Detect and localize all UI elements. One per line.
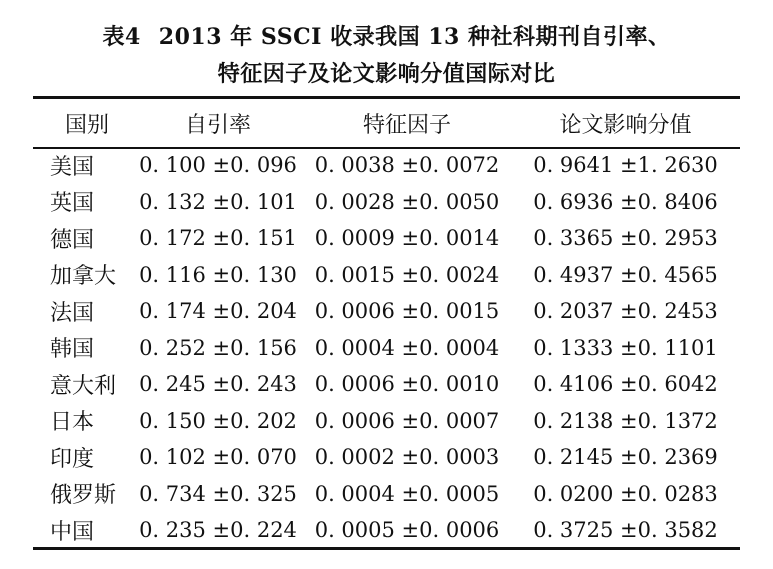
header-country: 国别 (65, 113, 110, 138)
table-body (33, 147, 740, 549)
row-article-influence-cell: 0. 1333 ±0. 1101 (533, 335, 718, 360)
row-eigenfactor-cell: 0. 0009 ±0. 0014 (314, 226, 500, 251)
table-header-row (33, 100, 740, 147)
table-row (33, 293, 740, 330)
row-self-citation-cell: 0. 150 ±0. 202 (139, 408, 297, 433)
row-self-citation-cell: 0. 174 ±0. 204 (139, 299, 297, 324)
row-eigenfactor-cell: 0. 0004 ±0. 0005 (314, 481, 500, 506)
row-eigenfactor-cell: 0. 0006 ±0. 0007 (314, 408, 500, 433)
row-article-influence-cell: 0. 2037 ±0. 2453 (533, 299, 718, 324)
table-top-rule (33, 96, 740, 99)
row-article-influence-cell: 0. 4937 ±0. 4565 (533, 262, 718, 287)
header-article-influence: 论文影响分值 (559, 113, 692, 138)
row-eigenfactor-cell: 0. 0038 ±0. 0072 (314, 153, 500, 178)
table-row (33, 184, 740, 221)
row-country-cell: 德国 (50, 227, 95, 253)
table-row (33, 257, 740, 294)
row-country-cell: 美国 (50, 154, 95, 180)
row-eigenfactor-cell: 0. 0006 ±0. 0015 (314, 299, 500, 324)
row-article-influence-cell: 0. 6936 ±0. 8406 (533, 189, 718, 214)
table-number-label: 表4 (102, 24, 141, 50)
row-article-influence-cell: 0. 9641 ±1. 2630 (533, 153, 718, 178)
row-self-citation-cell: 0. 734 ±0. 325 (139, 481, 297, 506)
row-country-cell: 韩国 (50, 337, 95, 363)
row-country-cell: 中国 (50, 519, 95, 545)
row-self-citation-cell: 0. 116 ±0. 130 (139, 262, 297, 287)
row-article-influence-cell: 0. 2138 ±0. 1372 (533, 408, 718, 433)
row-eigenfactor-cell: 0. 0002 ±0. 0003 (314, 445, 500, 470)
row-country-cell: 印度 (50, 446, 95, 472)
row-article-influence-cell: 0. 2145 ±0. 2369 (533, 445, 718, 470)
row-article-influence-cell: 0. 0200 ±0. 0283 (533, 481, 718, 506)
row-article-influence-cell: 0. 4106 ±0. 6042 (533, 372, 718, 397)
table-row (33, 220, 740, 257)
row-self-citation-cell: 0. 252 ±0. 156 (139, 335, 297, 360)
header-self-citation-rate: 自引率 (184, 113, 251, 138)
table-row (33, 403, 740, 440)
table-row (33, 366, 740, 403)
table-row (33, 147, 740, 184)
header-eigenfactor: 特征因子 (362, 113, 451, 138)
row-article-influence-cell: 0. 3725 ±0. 3582 (533, 518, 718, 543)
row-eigenfactor-cell: 0. 0015 ±0. 0024 (314, 262, 500, 287)
row-self-citation-cell: 0. 132 ±0. 101 (139, 189, 297, 214)
row-eigenfactor-cell: 0. 0004 ±0. 0004 (314, 335, 500, 360)
row-self-citation-cell: 0. 102 ±0. 070 (139, 445, 297, 470)
row-eigenfactor-cell: 0. 0005 ±0. 0006 (314, 518, 500, 543)
row-country-cell: 加拿大 (50, 264, 117, 290)
table-caption-line-2: 特征因子及论文影响分值国际对比 (217, 61, 556, 87)
row-self-citation-cell: 0. 245 ±0. 243 (139, 372, 297, 397)
row-country-cell: 俄罗斯 (50, 483, 117, 509)
row-country-cell: 意大利 (50, 373, 117, 399)
table-row (33, 512, 740, 549)
row-self-citation-cell: 0. 172 ±0. 151 (139, 226, 297, 251)
row-article-influence-cell: 0. 3365 ±0. 2953 (533, 226, 718, 251)
row-self-citation-cell: 0. 100 ±0. 096 (139, 153, 297, 178)
row-country-cell: 法国 (50, 300, 95, 326)
row-eigenfactor-cell: 0. 0028 ±0. 0050 (314, 189, 500, 214)
comparison-table (33, 100, 740, 549)
table-row (33, 439, 740, 476)
row-self-citation-cell: 0. 235 ±0. 224 (139, 518, 297, 543)
row-country-cell: 英国 (50, 191, 95, 217)
row-country-cell: 日本 (50, 410, 95, 436)
row-eigenfactor-cell: 0. 0006 ±0. 0010 (314, 372, 500, 397)
table-row (33, 476, 740, 513)
table-caption-line-1 (0, 20, 773, 51)
table-title-line-1: 2013 年 SSCI 收录我国 13 种社科期刊自引率、 (158, 24, 671, 50)
table-row (33, 330, 740, 367)
